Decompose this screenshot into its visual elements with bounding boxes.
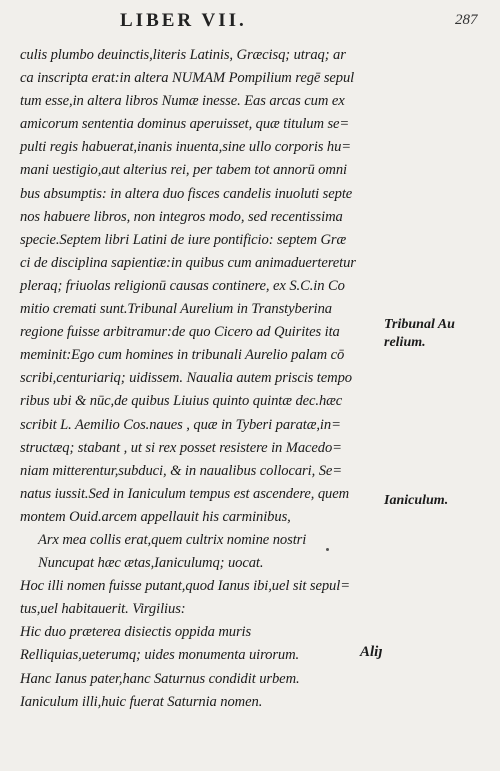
verse-line: Relliquias,ueterumq; uides monumenta uirorum.	[20, 647, 300, 664]
text-line: ci de disciplina sapientiæ:in quibus cum animaduerteretur	[20, 254, 356, 271]
text-line: nos habuere libros, non integros modo, sed recentissima	[20, 208, 343, 225]
ink-speck	[326, 548, 329, 551]
verse-line: Arx mea collis erat,quem cultrix nomine nostri	[38, 531, 307, 548]
verse-line: Nuncupat hæc ætas,Ianiculumq; uocat.	[38, 555, 264, 572]
text-line: ribus ubi & nūc,de quibus Liuius quinto quintæ dec.hæc	[20, 393, 343, 410]
text-line: mani uestigio,aut alterius rei, per tabem tot annorū omni	[20, 162, 347, 179]
text-line: amicorum sententia dominus aperuisset, quæ titulum se=	[20, 116, 350, 133]
margin-note-line: Tribunal Au	[384, 317, 455, 332]
page-number: 287	[455, 12, 478, 28]
text-line: pulti regis habuerat,inanis inuenta,sine ullo corporis hu=	[20, 139, 352, 156]
text-line: regione fuisse arbitramur:de quo Cicero ad Quirites ita	[20, 324, 340, 341]
page-header	[0, 6, 500, 36]
text-line: structæq; stabant , ut si rex posset resistere in Macedo=	[20, 439, 342, 456]
verse-line: Ianiculum illi,huic fuerat Saturnia nomen.	[20, 693, 263, 710]
text-line: culis plumbo deuinctis,literis Latinis, Græcisq; utraq; ar	[20, 47, 346, 63]
margin-note-tribunal	[384, 316, 455, 352]
text-line: ca inscripta erat:in altera NUMAM Pompilium regē sepul	[20, 70, 355, 87]
verse-line: Hic duo præterea disiectis oppida muris	[20, 624, 252, 641]
text-line: meminit:Ego cum homines in tribunali Aurelio palam cō	[20, 347, 345, 364]
verse-line: Hanc Ianus pater,hanc Saturnus condidit urbem.	[20, 670, 300, 687]
text-line: tus,uel habitauerit. Virgilius:	[20, 601, 186, 618]
running-head: LIBER VII.	[120, 10, 247, 31]
text-line: montem Ouid.arcem appellauit his carminibus,	[20, 508, 291, 525]
text-line: bus absumptis: in altera duo fisces candelis inuoluti septe	[20, 185, 353, 202]
text-line: scribi,centuriariq; uidissem. Naualia autem priscis tempo	[20, 370, 352, 387]
text-line: Hoc illi nomen fuisse putant,quod Ianus ibi,uel sit sepul=	[20, 578, 350, 595]
main-text	[20, 44, 380, 714]
margin-note-line: relium.	[384, 335, 426, 350]
text-line: scribit L. Aemilio Cos.naues , quæ in Tyberi paratæ,in=	[20, 416, 341, 433]
text-line: niam mitterentur,subduci, & in naualibus collocari, Se=	[20, 462, 343, 479]
catchword: Aliȷ	[360, 644, 383, 660]
text-line: tum esse,in altera libros Numæ inesse. Eas arcas cum ex	[20, 93, 345, 110]
text-line: specie.Septem libri Latini de iure pontificio: septem Græ	[20, 231, 347, 248]
margin-note-ianiculum: Ianiculum.	[384, 493, 449, 508]
text-line: mitio cremati sunt.Tribunal Aurelium in Transtyberina	[20, 301, 332, 318]
text-line: natus iussit.Sed in Ianiculum tempus est ascendere, quem	[20, 485, 350, 502]
text-line: pleraq; friuolas religionū causas continere, ex S.C.in Co	[20, 277, 345, 294]
